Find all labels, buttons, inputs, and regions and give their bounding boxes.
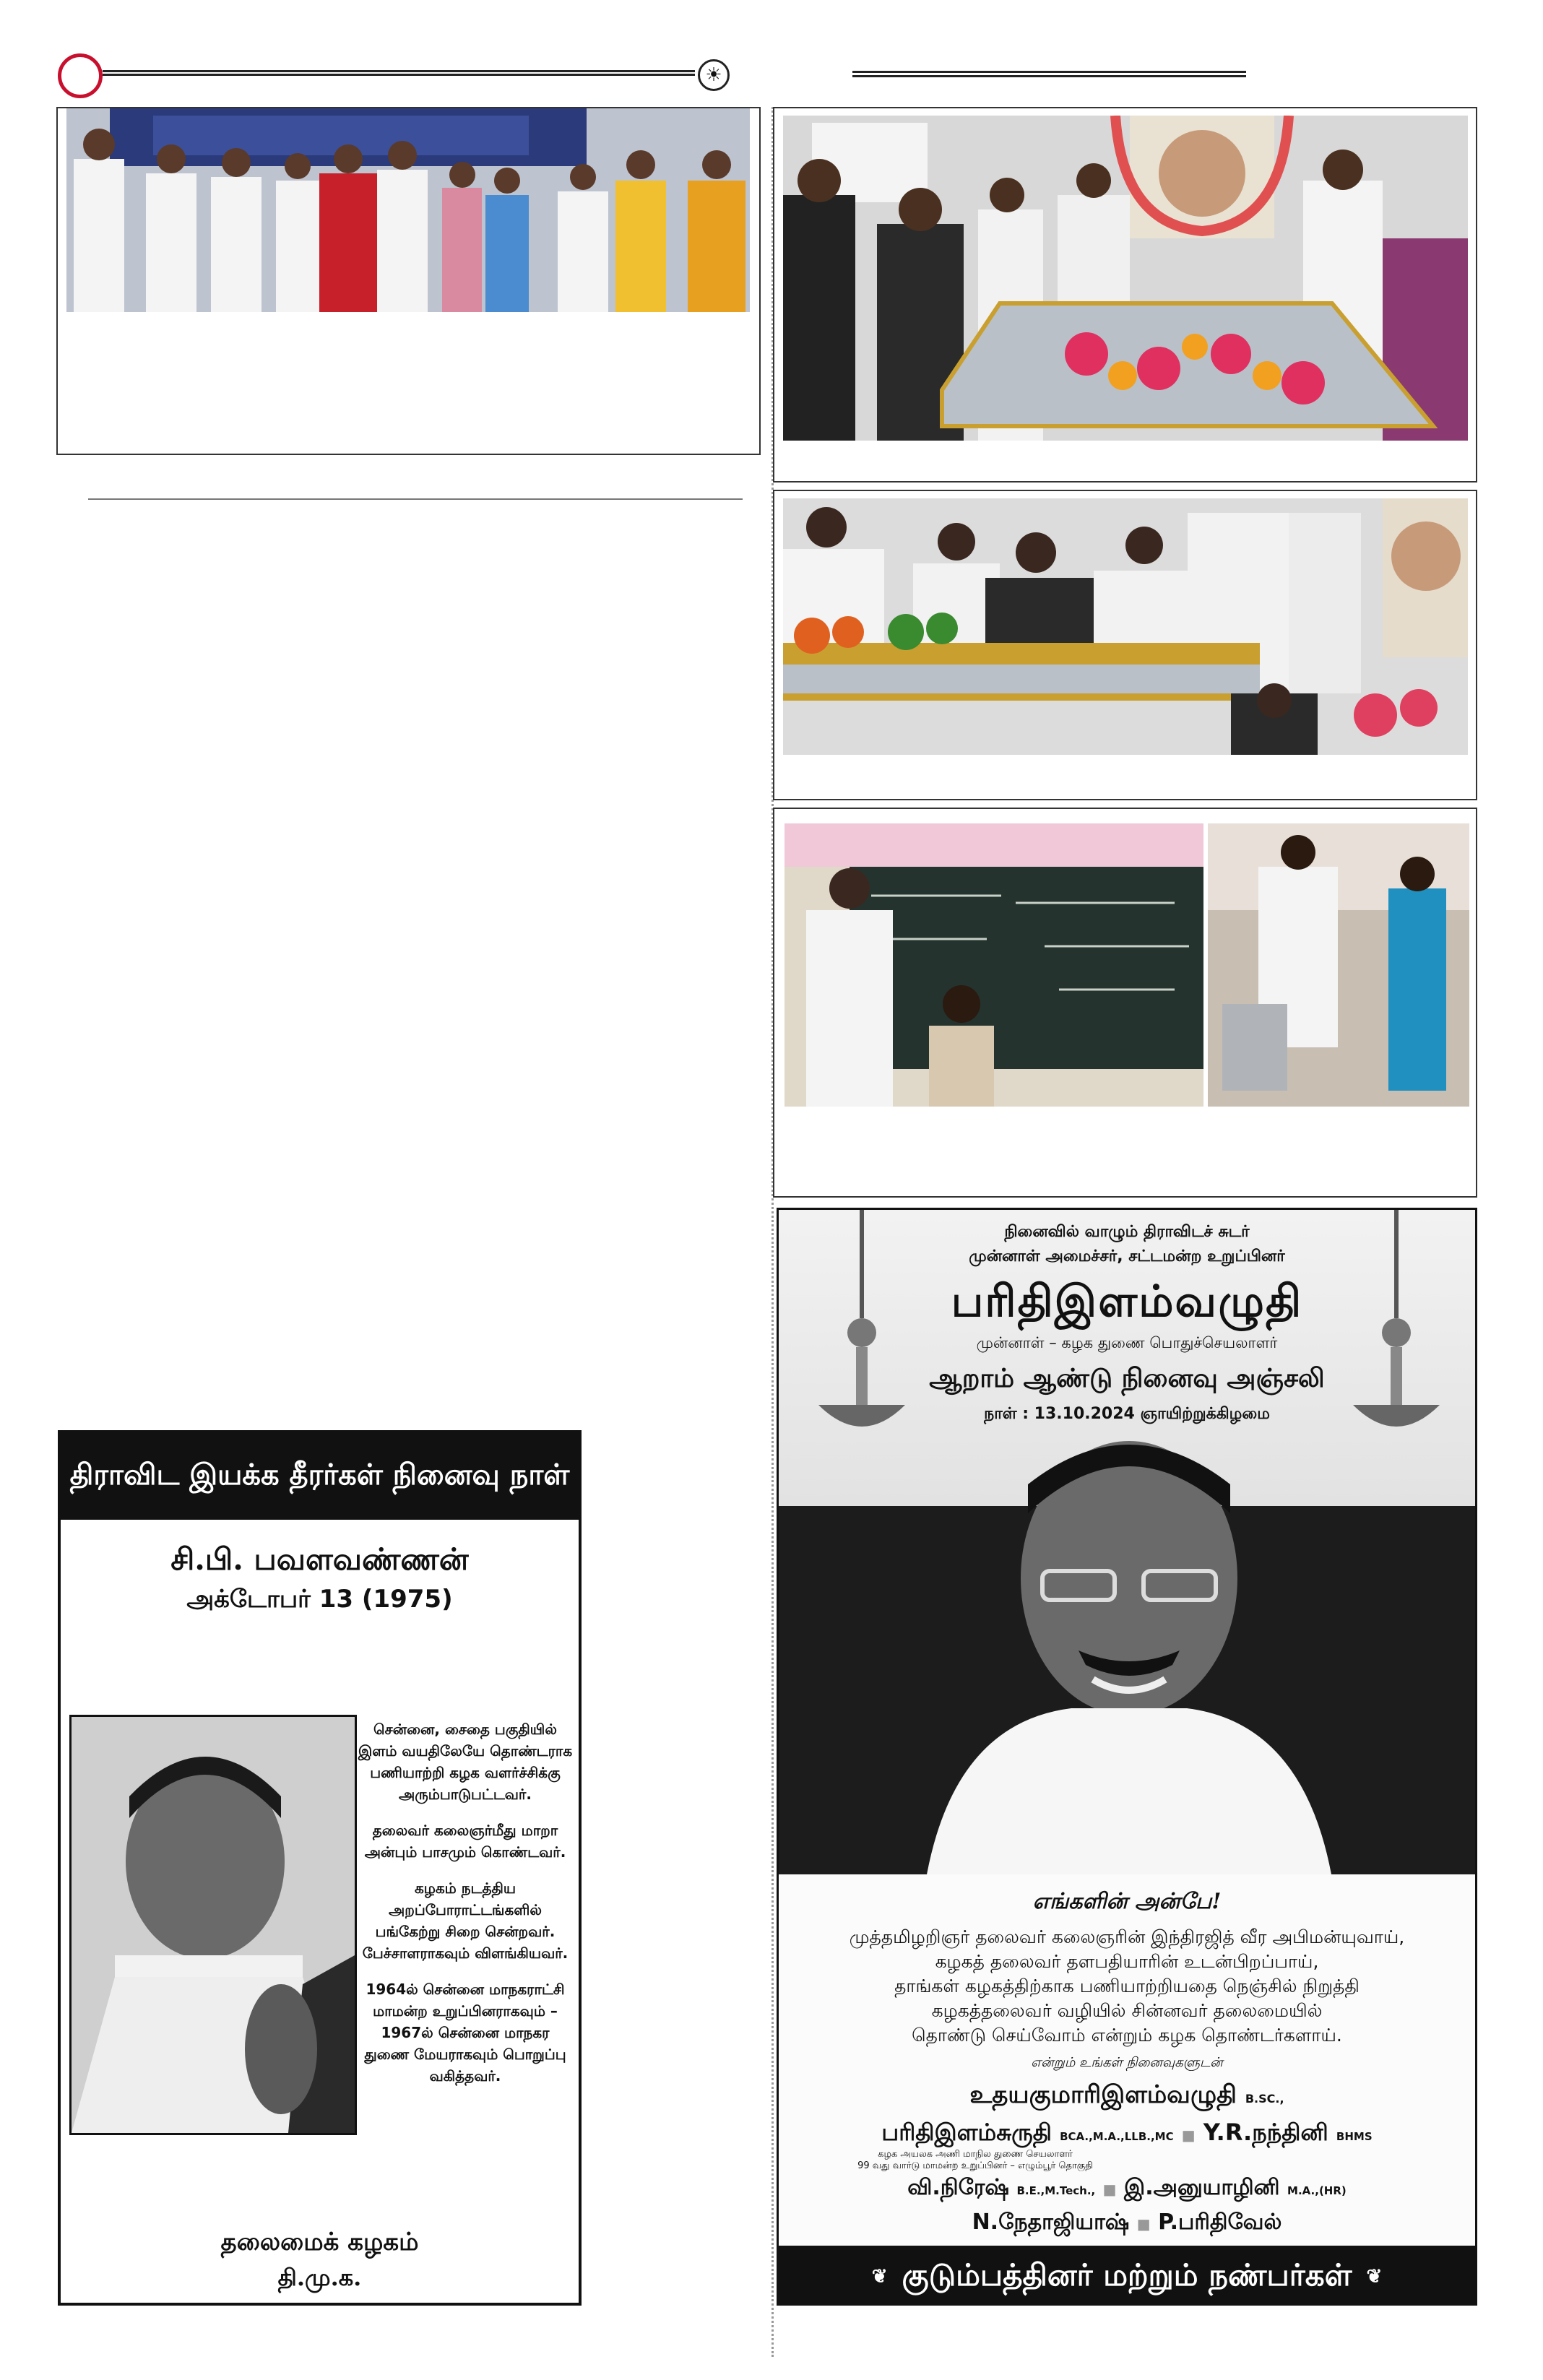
- masthead-rule-right: [852, 71, 1246, 77]
- bio-paragraph: கழகம் நடத்திய அறப்போராட்டங்களில் பங்கேற்று சிறை சென்றவர். பேச்சாளராகவும் விளங்கியவர்.: [362, 1879, 569, 1962]
- family-row-3: [779, 2175, 1475, 2203]
- family-row-4: [779, 2210, 1475, 2238]
- masthead-rule-left: [103, 70, 695, 76]
- family-degree: B.SC.,: [1245, 2092, 1284, 2106]
- tribute-name: சி.பி. பவளவண்ணன்: [170, 1541, 469, 1577]
- family-member-1: [779, 2080, 1475, 2112]
- tribute-heading: திராவிட இயக்க தீரர்கள் நினைவு நாள்: [61, 1433, 579, 1520]
- memorial-role: முன்னாள் – கழக துணை பொதுச்செயலாளர்: [976, 1334, 1278, 1351]
- memorial-footer-text: குடும்பத்தினர் மற்றும் நண்பர்கள்: [902, 2256, 1352, 2293]
- school-visit-photo-frame: [773, 808, 1477, 1198]
- family-name: வி.நிரேஷ்: [907, 2175, 1009, 2200]
- family-row-2: [779, 2119, 1475, 2149]
- bio-paragraph: சென்னை, சைதை பகுதியில் இளம் வயதிலேயே தொண்டராக பணியாற்றி கழக வளர்ச்சிக்கு அரும்பாடுபட்டவர்.: [358, 1721, 573, 1803]
- memorial-name: பரிதிஇளம்வழுதி: [951, 1276, 1303, 1327]
- message-line: முத்தமிழறிஞர் தலைவர் கலைஞரின் இந்திரஜித் வீர அபிமன்யுவாய்,: [849, 1926, 1405, 1947]
- memorial-portrait: [927, 1405, 1331, 1874]
- message-line: தொண்டு செய்வோம் என்றும் கழக தொண்டர்களாய்.: [912, 2025, 1342, 2046]
- family-degree: B.E.,M.Tech.,: [1016, 2184, 1096, 2197]
- tribute-footer-party: தி.மு.க.: [277, 2264, 362, 2291]
- message-line: கழகத்தலைவர் வழியில் சின்னவர் தலைமையில்: [931, 2000, 1323, 2021]
- flourish-icon: ❦: [1366, 2266, 1383, 2288]
- bullet-icon: ■: [1136, 2215, 1151, 2233]
- tribute-box: [58, 1430, 582, 2306]
- family-note-1: கழக அயலக அணி மாநில துணை செயலாளர்: [878, 2149, 1073, 2160]
- memorial-line-1: நினைவில் வாழும் திராவிடச் சுடர்: [1004, 1223, 1250, 1241]
- kitchen-visit-photo: [1208, 823, 1469, 1107]
- casket-tribute-photo: [783, 498, 1468, 755]
- tribute-biography: [357, 1718, 574, 2101]
- family-degree: BCA.,M.A.,LLB.,MC: [1060, 2130, 1174, 2143]
- tribute-date: அக்டோபர் 13 (1975): [186, 1585, 453, 1614]
- bio-paragraph: 1964ல் சென்னை மாநகராட்சி மாமன்ற உறுப்பினராகவும் – 1967ல் சென்னை மாநகர துணை மேயராகவும் பொறுப்பு வகித்தவர்.: [364, 1981, 566, 2085]
- tribute-photo-frame-2: [773, 490, 1477, 800]
- family-name: Y.R.நந்தினி: [1203, 2119, 1328, 2146]
- message-line: கழகத் தலைவர் தளபதியாரின் உடன்பிறப்பாய்,: [935, 1951, 1319, 1972]
- tribute-footer-org: தலைமைக் கழகம்: [220, 2228, 419, 2256]
- memorial-date: நாள் : 13.10.2024 ஞாயிற்றுக்கிழமை: [984, 1405, 1270, 1423]
- bullet-icon: ■: [1102, 2181, 1117, 2198]
- tribute-photo-frame-1: [773, 107, 1477, 483]
- memorial-advertisement: [777, 1208, 1477, 2306]
- tribute-portrait: [69, 1715, 357, 2135]
- bullet-icon: ■: [1181, 2126, 1196, 2144]
- masthead-circle: [58, 53, 103, 98]
- message-line: தாங்கள் கழகத்திற்காக பணியாற்றியதை நெஞ்சில் நிறுத்தி: [894, 1976, 1360, 1996]
- family-degree: BHMS: [1336, 2130, 1373, 2143]
- memorial-message: [779, 1925, 1475, 2048]
- stage-event-photo: [66, 108, 750, 312]
- rising-sun-icon: ☀: [698, 59, 730, 91]
- memorial-salutation: எங்களின் அன்பே!: [1032, 1889, 1222, 1914]
- family-degree: M.A.,(HR): [1287, 2184, 1347, 2197]
- memorial-line-2: முன்னாள் அமைச்சர், சட்டமன்ற உறுப்பினர்: [969, 1247, 1285, 1265]
- family-name: உதயகுமாரிஇளம்வழுதி: [969, 2080, 1237, 2109]
- family-name: N.நேதாஜியாஷ்: [972, 2210, 1130, 2235]
- family-note-2: 99 வது வார்டு மாமன்ற உறுப்பினர் – எழும்பூர் தொகுதி: [857, 2160, 1093, 2171]
- memorial-footer: [779, 2246, 1475, 2306]
- memorial-occasion: ஆறாம் ஆண்டு நினைவு அஞ்சலி: [929, 1363, 1325, 1393]
- family-name: பரிதிஇளம்சுருதி: [881, 2119, 1052, 2146]
- family-name: P.பரிதிவேல்: [1158, 2210, 1282, 2235]
- floral-tribute-photo: [783, 116, 1468, 441]
- memorial-memory-line: என்றும் உங்கள் நினைவுகளுடன்: [1031, 2055, 1223, 2070]
- event-photo-frame: [56, 107, 761, 455]
- family-name: இ.அனுயாழினி: [1124, 2175, 1280, 2200]
- bio-paragraph: தலைவர் கலைஞர்மீது மாறா அன்பும் பாசமும் கொண்டவர்.: [364, 1822, 566, 1861]
- section-rule: [88, 498, 743, 500]
- flourish-icon: ❦: [871, 2266, 888, 2288]
- blackboard-photo: [785, 823, 1203, 1107]
